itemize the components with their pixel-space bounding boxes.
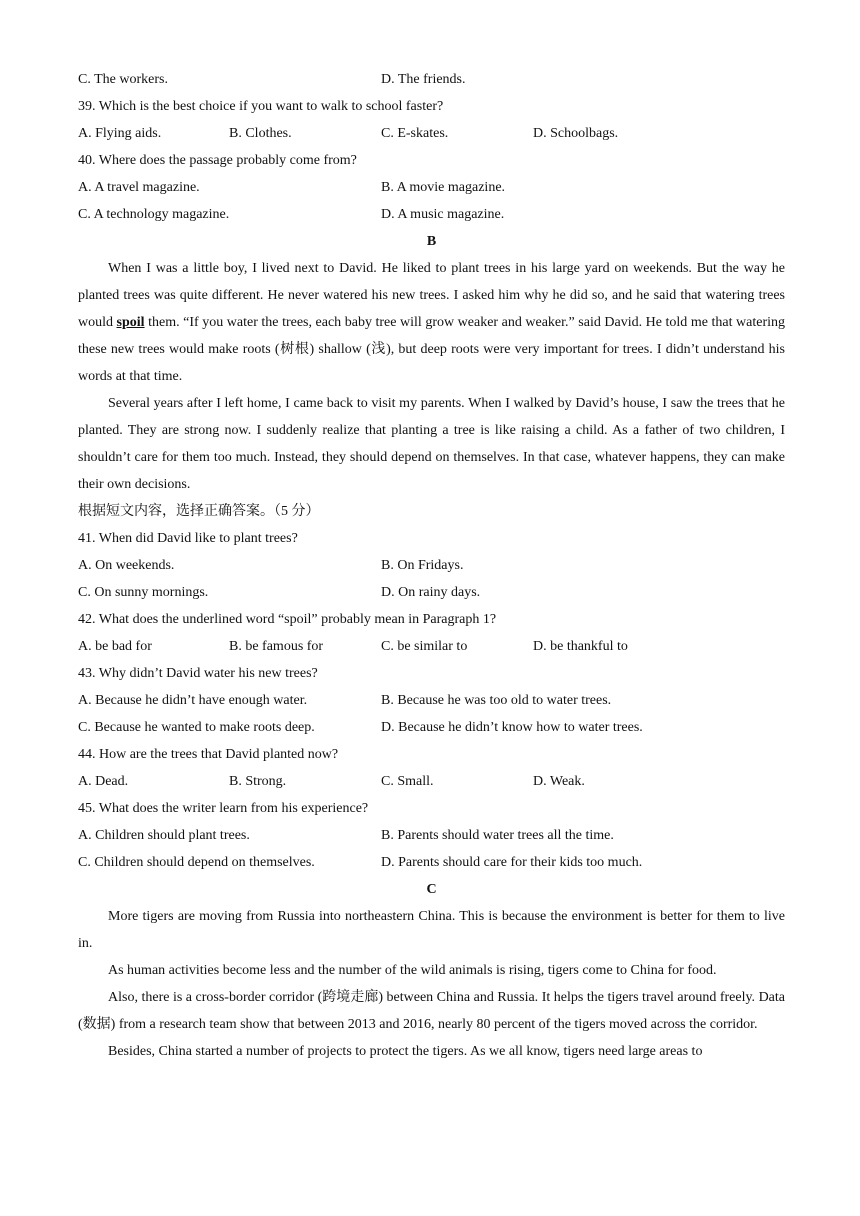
q44-option-d: D. Weak. — [533, 774, 585, 789]
q39-option-c: C. E-skates. — [381, 126, 449, 141]
q43-question: 43. Why didn’t David water his new trees? — [78, 666, 318, 681]
q44-option-a: A. Dead. — [78, 774, 129, 789]
q45-options-row-2 — [78, 849, 785, 876]
q45-options-row-1 — [78, 822, 785, 849]
q43-option-d: D. Because he didn’t know how to water trees. — [381, 720, 643, 735]
q43-options-row-2 — [78, 714, 785, 741]
q40-options-row-1 — [78, 174, 785, 201]
q42-option-d: D. be thankful to — [533, 639, 628, 654]
q45-question: 45. What does the writer learn from his experience? — [78, 801, 369, 816]
q45-option-a: A. Children should plant trees. — [78, 828, 250, 843]
section-c-paragraph-2: As human activities become less and the number of the wild animals is rising, tigers come to China for food. — [108, 963, 717, 978]
section-b-instruction: 根据短文内容，选择正确答案。（5 分） — [78, 504, 320, 519]
q42-option-b: B. be famous for — [229, 639, 324, 654]
q38-option-c: C. The workers. — [78, 72, 168, 87]
section-b-title: B — [426, 234, 437, 249]
q42-option-a: A. be bad for — [78, 639, 152, 654]
section-b-paragraph-2: Several years after I left home, I came back to visit my parents. When I walked by David’s house, I saw the trees that he planted. They are strong now. I suddenly realize that planting a tree is like raising a child. As a father of two children, I shouldn’t care for them too much. Instead, they should depend on themselves. In that case, whatever happens, they can make their own decisions. — [78, 396, 785, 492]
q38-option-d: D. The friends. — [381, 72, 466, 87]
q41-options-row-2 — [78, 579, 785, 606]
section-c-paragraph-3: Also, there is a cross-border corridor (跨境走廊) between China and Russia. It helps the tigers travel around freely. Data (数据) from a research team show that between 2013 and 2016, nearly 80 percent of the tigers moved across the corridor. — [78, 990, 785, 1032]
q40-option-d: D. A music magazine. — [381, 207, 505, 222]
section-c-paragraph-1: More tigers are moving from Russia into northeastern China. This is because the environment is better for them to live in. — [78, 909, 785, 951]
document-content — [78, 66, 785, 1065]
q43-option-a: A. Because he didn’t have enough water. — [78, 693, 308, 708]
q41-option-b: B. On Fridays. — [381, 558, 464, 573]
q42-question: 42. What does the underlined word “spoil” probably mean in Paragraph 1? — [78, 612, 497, 627]
q40-option-c: C. A technology magazine. — [78, 207, 230, 222]
q43-option-b: B. Because he was too old to water trees. — [381, 693, 612, 708]
q38-options-row — [78, 66, 785, 93]
q41-option-c: C. On sunny mornings. — [78, 585, 209, 600]
q39-options-row — [78, 120, 785, 147]
q39-option-d: D. Schoolbags. — [533, 126, 619, 141]
q45-option-b: B. Parents should water trees all the time. — [381, 828, 614, 843]
q44-question: 44. How are the trees that David planted now? — [78, 747, 339, 762]
q41-options-row-1 — [78, 552, 785, 579]
q39-question: 39. Which is the best choice if you want to walk to school faster? — [78, 99, 444, 114]
q40-option-b: B. A movie magazine. — [381, 180, 506, 195]
q41-question: 41. When did David like to plant trees? — [78, 531, 298, 546]
q44-option-c: C. Small. — [381, 774, 434, 789]
q40-option-a: A. A travel magazine. — [78, 180, 200, 195]
q45-option-c: C. Children should depend on themselves. — [78, 855, 315, 870]
q42-option-c: C. be similar to — [381, 639, 468, 654]
section-b-p1-text-before: When I was a little boy, I lived next to David. He liked to plant trees in his large yard on weekends. But the way he planted trees was quite different. He never watered his new trees. I asked him why he did so, and he said that watering trees would — [78, 261, 785, 330]
q42-options-row — [78, 633, 785, 660]
underlined-word-spoil: spoil — [116, 315, 145, 330]
q41-option-d: D. On rainy days. — [381, 585, 481, 600]
q41-option-a: A. On weekends. — [78, 558, 175, 573]
section-b-p1-text-after: them. “If you water the trees, each baby tree will grow weaker and weaker.” said David. He told me that watering these new trees would make roots (树根) shallow (浅), but deep roots were very important for trees. I didn’t understand his words at that time. — [78, 315, 785, 384]
q44-options-row — [78, 768, 785, 795]
section-c-title: C — [426, 882, 437, 897]
q43-options-row-1 — [78, 687, 785, 714]
section-b-paragraph-1 — [78, 255, 785, 390]
section-c-paragraph-4: Besides, China started a number of projects to protect the tigers. As we all know, tigers need large areas to — [108, 1044, 703, 1059]
q39-option-a: A. Flying aids. — [78, 126, 162, 141]
q40-question: 40. Where does the passage probably come from? — [78, 153, 357, 168]
q45-option-d: D. Parents should care for their kids too much. — [381, 855, 643, 870]
q40-options-row-2 — [78, 201, 785, 228]
q43-option-c: C. Because he wanted to make roots deep. — [78, 720, 315, 735]
q39-option-b: B. Clothes. — [229, 126, 292, 141]
q44-option-b: B. Strong. — [229, 774, 287, 789]
